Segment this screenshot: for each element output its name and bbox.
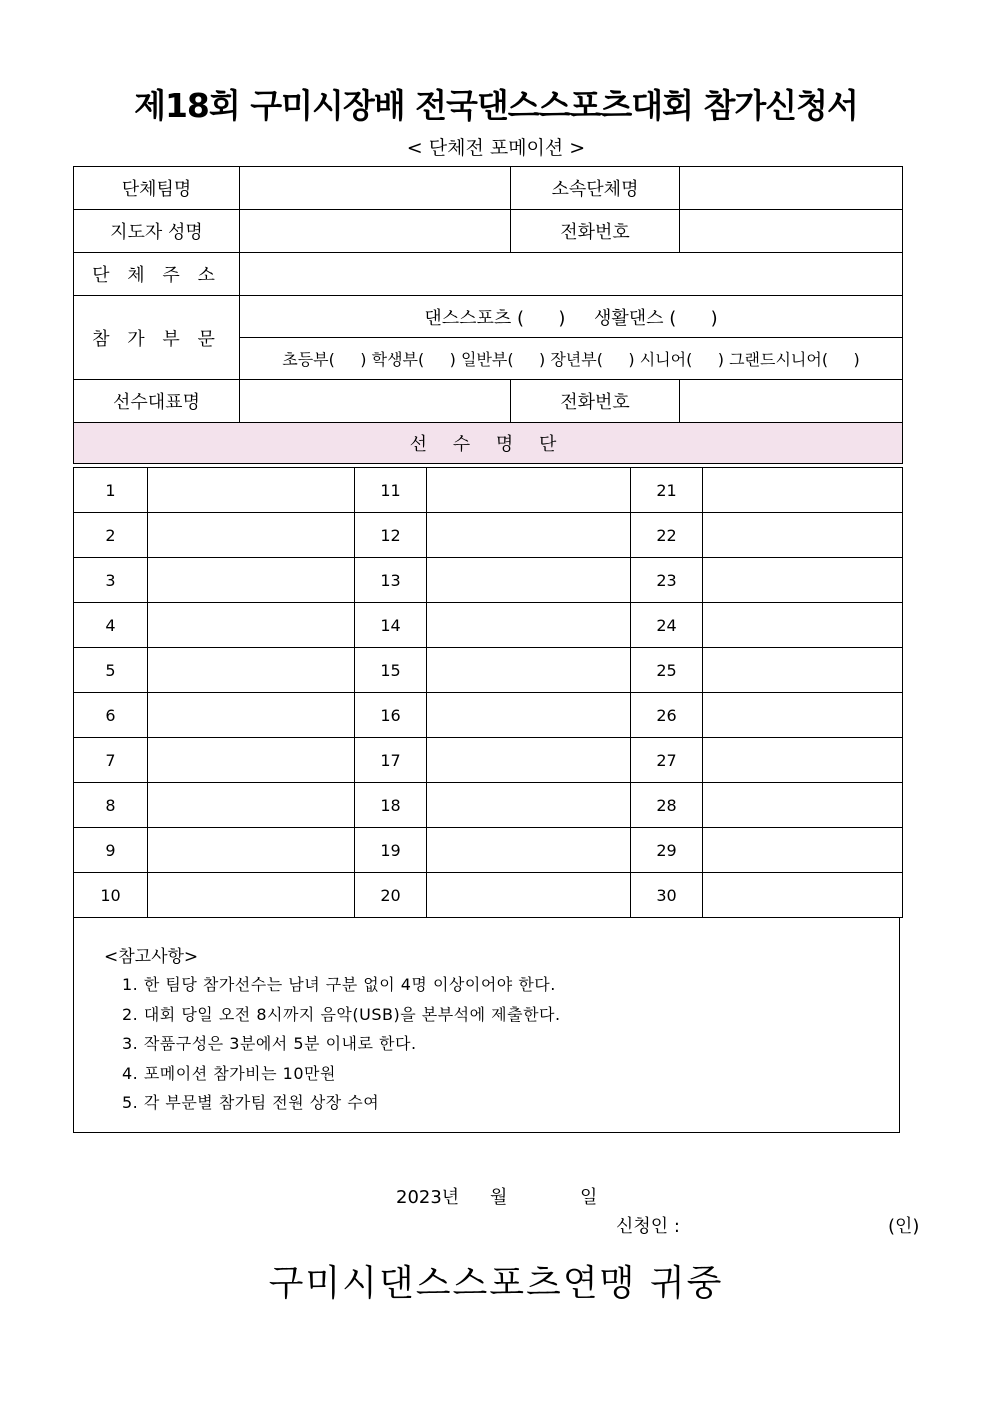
roster-name-field[interactable]: [427, 783, 631, 828]
roster-name-field[interactable]: [703, 873, 903, 918]
roster-name-field[interactable]: [148, 603, 355, 648]
coach-phone-field[interactable]: [680, 210, 903, 253]
roster-name-field[interactable]: [148, 513, 355, 558]
application-form-table: [73, 166, 903, 464]
roster-number: 13: [355, 558, 427, 603]
roster-number: 30: [631, 873, 703, 918]
rep-phone-field[interactable]: [680, 380, 903, 423]
table-row: [74, 468, 903, 513]
roster-name-field[interactable]: [427, 873, 631, 918]
notes-item: 2. 대회 당일 오전 8시까지 음악(USB)을 본부석에 제출한다.: [122, 1004, 561, 1024]
roster-name-field[interactable]: [427, 603, 631, 648]
notes-item: 5. 각 부문별 참가팀 전원 상장 수여: [122, 1093, 380, 1112]
form-subtitle: < 단체전 포메이션 >: [406, 137, 586, 159]
coach-phone-label: 전화번호: [511, 210, 680, 253]
notes-box: [73, 917, 900, 1133]
roster-name-field[interactable]: [148, 783, 355, 828]
roster-number: 22: [631, 513, 703, 558]
roster-number: 17: [355, 738, 427, 783]
roster-name-field[interactable]: [148, 738, 355, 783]
rep-name-label: 선수대표명: [74, 380, 240, 423]
roster-number: 12: [355, 513, 427, 558]
recipient-footer: 구미시댄스스포츠연맹 귀중: [268, 1263, 724, 1304]
notes-item: 4. 포메이션 참가비는 10만원: [122, 1063, 336, 1083]
roster-name-field[interactable]: [427, 558, 631, 603]
roster-number: 1: [74, 468, 148, 513]
roster-number: 10: [74, 873, 148, 918]
roster-name-field[interactable]: [703, 693, 903, 738]
roster-name-field[interactable]: [703, 828, 903, 873]
team-name-label: 단체팀명: [74, 167, 240, 210]
org-name-label: 소속단체명: [511, 167, 680, 210]
roster-number: 16: [355, 693, 427, 738]
roster-name-field[interactable]: [703, 603, 903, 648]
form-title: 제18회 구미시장배 전국댄스스포츠대회 참가신청서: [134, 86, 858, 125]
notes-item: 3. 작품구성은 3분에서 5분 이내로 한다.: [122, 1034, 417, 1053]
roster-name-field[interactable]: [427, 828, 631, 873]
table-row: [74, 828, 903, 873]
roster-name-field[interactable]: [703, 783, 903, 828]
roster-name-field[interactable]: [427, 738, 631, 783]
roster-number: 29: [631, 828, 703, 873]
roster-name-field[interactable]: [703, 468, 903, 513]
applicant-label: 신청인 :: [616, 1216, 680, 1237]
roster-number: 3: [74, 558, 148, 603]
roster-table: [73, 467, 903, 918]
roster-name-field[interactable]: [148, 828, 355, 873]
roster-number: 7: [74, 738, 148, 783]
roster-number: 19: [355, 828, 427, 873]
roster-number: 8: [74, 783, 148, 828]
roster-number: 9: [74, 828, 148, 873]
notes-item: 1. 한 팀당 참가선수는 남녀 구분 없이 4명 이상이어야 한다.: [122, 975, 556, 994]
table-row: [74, 558, 903, 603]
roster-number: 5: [74, 648, 148, 693]
division-type-options[interactable]: 댄스스포츠 ( ) 생활댄스 ( ): [240, 296, 903, 338]
table-row: [74, 648, 903, 693]
roster-number: 6: [74, 693, 148, 738]
division-label: 참 가 부 문: [74, 296, 240, 380]
date-day[interactable]: 일: [580, 1187, 598, 1208]
applicant-seal: (인): [888, 1216, 920, 1237]
roster-number: 4: [74, 603, 148, 648]
roster-number: 24: [631, 603, 703, 648]
roster-name-field[interactable]: [427, 648, 631, 693]
table-row: [74, 738, 903, 783]
roster-number: 27: [631, 738, 703, 783]
table-row: [74, 603, 903, 648]
roster-name-field[interactable]: [703, 648, 903, 693]
table-row: [74, 693, 903, 738]
roster-name-field[interactable]: [427, 513, 631, 558]
roster-name-field[interactable]: [148, 558, 355, 603]
roster-number: 21: [631, 468, 703, 513]
division-age-options[interactable]: 초등부( ) 학생부( ) 일반부( ) 장년부( ) 시니어( ) 그랜드시니어( ): [240, 338, 903, 380]
rep-phone-label: 전화번호: [511, 380, 680, 423]
roster-name-field[interactable]: [703, 513, 903, 558]
roster-number: 25: [631, 648, 703, 693]
coach-name-field[interactable]: [240, 210, 511, 253]
notes-title: <참고사항>: [104, 947, 199, 967]
roster-number: 26: [631, 693, 703, 738]
date-year: 2023년: [396, 1187, 460, 1208]
address-label: 단 체 주 소: [74, 253, 240, 296]
roster-name-field[interactable]: [427, 468, 631, 513]
roster-number: 2: [74, 513, 148, 558]
roster-number: 23: [631, 558, 703, 603]
roster-name-field[interactable]: [148, 468, 355, 513]
table-row: [74, 873, 903, 918]
date-month[interactable]: 월: [490, 1187, 508, 1208]
roster-number: 20: [355, 873, 427, 918]
roster-name-field[interactable]: [148, 873, 355, 918]
roster-number: 11: [355, 468, 427, 513]
table-row: [74, 513, 903, 558]
roster-name-field[interactable]: [148, 693, 355, 738]
team-name-field[interactable]: [240, 167, 511, 210]
coach-name-label: 지도자 성명: [74, 210, 240, 253]
roster-name-field[interactable]: [703, 738, 903, 783]
roster-number: 15: [355, 648, 427, 693]
roster-number: 18: [355, 783, 427, 828]
roster-number: 28: [631, 783, 703, 828]
roster-name-field[interactable]: [703, 558, 903, 603]
roster-name-field[interactable]: [148, 648, 355, 693]
notes-list: [122, 970, 561, 1118]
rep-name-field[interactable]: [240, 380, 511, 423]
roster-number: 14: [355, 603, 427, 648]
org-name-field[interactable]: [680, 167, 903, 210]
roster-name-field[interactable]: [427, 693, 631, 738]
table-row: [74, 783, 903, 828]
roster-header: 선 수 명 단: [74, 423, 903, 464]
address-field[interactable]: [240, 253, 903, 296]
